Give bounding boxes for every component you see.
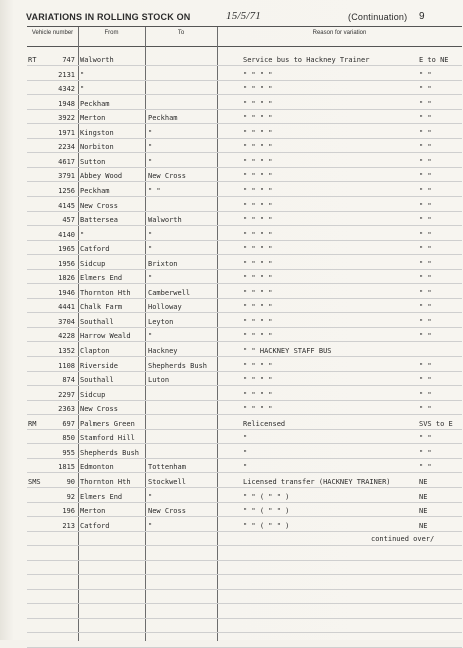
cell-num: 4228 (58, 332, 75, 341)
cell-reason: " " " " (243, 70, 273, 79)
cell-reason: " " " " (243, 114, 273, 123)
cell-end: " " (419, 172, 432, 181)
cell-reason: " (243, 434, 248, 443)
cell-from: Sutton (80, 157, 106, 166)
cell-to: " (148, 245, 153, 254)
cell-to: Leyton (148, 317, 174, 326)
cell-num: 874 (62, 376, 75, 385)
cell-from: New Cross (80, 201, 118, 210)
cell-reason: " " " " (243, 274, 273, 283)
rule-line (27, 502, 462, 503)
cell-to: Peckham (148, 114, 178, 123)
cell-from: Southall (80, 376, 114, 385)
rule-line (27, 283, 462, 284)
cell-reason: " " ( " " ) (243, 492, 290, 501)
cell-reason: " " " " (243, 186, 273, 195)
cell-to: " (148, 230, 153, 239)
cell-num: 1826 (58, 274, 75, 283)
cell-to: Stockwell (148, 477, 186, 486)
cell-end: " " (419, 448, 432, 457)
cell-from: Sidcup (80, 259, 106, 268)
cell-from: Harrow Weald (80, 332, 131, 341)
cell-from: Southall (80, 317, 114, 326)
cell-num: 4140 (58, 230, 75, 239)
rule-line (27, 240, 462, 241)
cell-end: " " (419, 85, 432, 94)
cell-from: Merton (80, 507, 106, 516)
cell-reason: " " " " (243, 216, 273, 225)
rule-line (27, 516, 462, 517)
cell-to: " " (148, 186, 161, 195)
cell-from: Peckham (80, 186, 110, 195)
cell-end: " " (419, 201, 432, 210)
page-header (26, 10, 433, 26)
variation-table (27, 26, 462, 641)
cell-reason: " " " " (243, 172, 273, 181)
cell-end: " " (419, 317, 432, 326)
cell-end: " " (419, 70, 432, 79)
cell-reason: " " " " (243, 157, 273, 166)
cell-end: E to NE (419, 56, 449, 64)
cell-reason: " " " " (243, 390, 273, 399)
cell-reason: Service bus to Hackney Trainer (243, 56, 370, 64)
cell-from: Catford (80, 521, 110, 530)
cell-from: Kingston (80, 128, 114, 137)
cell-to: Holloway (148, 303, 182, 312)
cell-to: " (148, 521, 153, 530)
cell-reason: " " " " (243, 259, 273, 268)
cell-end: NE (419, 521, 428, 530)
cell-end: SVS to E (419, 419, 453, 428)
cell-from: " (80, 230, 85, 239)
cell-reason: " " " " (243, 99, 273, 108)
cell-num: 213 (62, 521, 75, 530)
cell-to: Luton (148, 376, 170, 385)
cell-end: " " (419, 288, 432, 297)
rule-line (27, 327, 462, 328)
cell-from: Catford (80, 245, 110, 254)
cell-to: " (148, 143, 153, 152)
cell-end: " " (419, 216, 432, 225)
cell-end: " " (419, 99, 432, 108)
cell-num: 2234 (58, 143, 75, 152)
cell-reason: " " " " (243, 128, 273, 137)
rule-line (27, 80, 462, 81)
rule-line (27, 429, 462, 430)
col-header-from: From (78, 27, 145, 47)
cell-reason: " " " " (243, 201, 273, 210)
cell-to: Hackney (148, 347, 178, 355)
rule-line (27, 211, 462, 212)
cell-reason: " " " " (243, 317, 273, 326)
cell-from: " (80, 85, 85, 94)
cell-to: " (148, 128, 153, 137)
cell-end: " " (419, 230, 432, 239)
cell-end: " " (419, 259, 432, 268)
cell-from: Sidcup (80, 390, 106, 399)
rule-line (27, 400, 462, 401)
cell-num: 1352 (58, 347, 75, 355)
cell-end: " " (419, 245, 432, 254)
cell-reason: " " " " (243, 361, 273, 370)
cell-from: Battersea (80, 216, 118, 225)
cell-num: 90 (66, 477, 75, 486)
cell-to: Walworth (148, 216, 182, 225)
cell-reason: " " ( " " ) (243, 521, 290, 530)
cell-num: 457 (62, 216, 75, 225)
cell-to: New Cross (148, 172, 186, 181)
rule-line (27, 574, 462, 575)
cell-reason: Relicensed (243, 419, 286, 428)
cell-reason: " " " " (243, 376, 273, 385)
rule-line (27, 472, 462, 473)
cell-end: " " (419, 128, 432, 137)
cell-num: 3922 (58, 114, 75, 123)
cell-reason: " " " " (243, 230, 273, 239)
cell-reason: Licensed transfer (HACKNEY TRAINER) (243, 477, 391, 486)
cell-num: 2131 (58, 70, 75, 79)
rule-line (27, 298, 462, 299)
rule-line (27, 167, 462, 168)
rule-line (27, 138, 462, 139)
cell-reason: " " " " (243, 405, 273, 414)
rule-line (27, 589, 462, 590)
cell-from: Abbey Wood (80, 172, 123, 181)
cell-from: Walworth (80, 56, 114, 64)
cell-from: Shepherds Bush (80, 448, 140, 457)
cell-num: 4617 (58, 157, 75, 166)
cell-end: " " (419, 186, 432, 195)
cell-to: " (148, 332, 153, 341)
rule-line (27, 65, 462, 66)
cell-reason: " " " " (243, 245, 273, 254)
cell-end: " " (419, 157, 432, 166)
rule-line (27, 269, 462, 270)
cell-from: Elmers End (80, 274, 123, 283)
cell-reason: " " " " (243, 85, 273, 94)
cell-to: " (148, 274, 153, 283)
cell-num: 747 (62, 56, 75, 64)
cell-to: New Cross (148, 507, 186, 516)
cell-end: " " (419, 303, 432, 312)
cell-from: Stamford Hill (80, 434, 135, 443)
cell-num: 3704 (58, 317, 75, 326)
cell-from: Elmers End (80, 492, 123, 501)
cell-from: Peckham (80, 99, 110, 108)
col-header-vehicle: Vehicle number (27, 27, 78, 47)
rule-line (27, 356, 462, 357)
cell-num: 196 (62, 507, 75, 516)
rule-line (27, 603, 462, 604)
rule-line (27, 312, 462, 313)
rule-line (27, 487, 462, 488)
rule-line (27, 152, 462, 153)
header-date: 15/5/71 (226, 10, 262, 22)
cell-num: 1946 (58, 288, 75, 297)
rule-line (27, 123, 462, 124)
cell-num: 1108 (58, 361, 75, 370)
cell-to: Brixton (148, 259, 178, 268)
cell-end: " " (419, 114, 432, 123)
cell-end: " " (419, 390, 432, 399)
cell-num: 697 (62, 419, 75, 428)
cell-num: 4145 (58, 201, 75, 210)
continued-note: continued over/ (371, 535, 435, 544)
cell-reason: " (243, 448, 248, 457)
rule-line (27, 225, 462, 226)
cell-num: 92 (66, 492, 75, 501)
cell-from: Norbiton (80, 143, 114, 152)
cell-reason: " (243, 463, 248, 472)
rule-line (27, 254, 462, 255)
rule-line (27, 371, 462, 372)
cell-end: NE (419, 507, 428, 516)
cell-end: " " (419, 274, 432, 283)
cell-from: Chalk Farm (80, 303, 123, 312)
cell-end: " " (419, 332, 432, 341)
rule-line (27, 181, 462, 182)
cell-num: 2363 (58, 405, 75, 414)
col-header-to: To (145, 27, 217, 47)
cell-num: 1956 (58, 259, 75, 268)
cell-from: Thornton Hth (80, 477, 131, 486)
cell-to: Camberwell (148, 288, 191, 297)
cell-reason: " " " " (243, 143, 273, 152)
rule-line (27, 458, 462, 459)
rule-line (27, 632, 462, 633)
cell-to: " (148, 492, 153, 501)
rule-line (27, 196, 462, 197)
rule-line (27, 560, 462, 561)
cell-num: 4441 (58, 303, 75, 312)
page-number: 9 (419, 11, 425, 22)
rule-line (27, 618, 462, 619)
cell-from: Merton (80, 114, 106, 123)
cell-reason: " " " " (243, 303, 273, 312)
cell-num: 2297 (58, 390, 75, 399)
cell-end: " " (419, 463, 432, 472)
col-header-reason: Reason for variation (217, 27, 462, 47)
rule-line (27, 109, 462, 110)
rule-line (27, 545, 462, 546)
cell-end: " " (419, 376, 432, 385)
cell-end: " " (419, 361, 432, 370)
cell-reason: " " " " (243, 332, 273, 341)
rule-line (27, 443, 462, 444)
cell-to: " (148, 157, 153, 166)
cell-from: " (80, 70, 85, 79)
cell-end: NE (419, 492, 428, 501)
cell-from: Riverside (80, 361, 118, 370)
cell-from: Edmonton (80, 463, 114, 472)
cell-cls: RT (28, 56, 37, 64)
cell-num: 850 (62, 434, 75, 443)
cell-reason: " " " " (243, 288, 273, 297)
cell-end: " " (419, 434, 432, 443)
cell-cls: SMS (28, 477, 41, 486)
cell-num: 955 (62, 448, 75, 457)
cell-to: Shepherds Bush (148, 361, 208, 370)
cell-num: 1256 (58, 186, 75, 195)
cell-num: 4342 (58, 85, 75, 94)
rule-line (27, 385, 462, 386)
cell-reason: " " HACKNEY STAFF BUS (243, 347, 332, 355)
rule-line (27, 414, 462, 415)
cell-cls: RM (28, 419, 37, 428)
cell-num: 1815 (58, 463, 75, 472)
page-title: VARIATIONS IN ROLLING STOCK ON (26, 12, 191, 22)
cell-num: 3791 (58, 172, 75, 181)
continuation-label: (Continuation) (348, 12, 408, 22)
cell-num: 1971 (58, 128, 75, 137)
cell-from: Palmers Green (80, 419, 135, 428)
rule-line (27, 341, 462, 342)
cell-num: 1965 (58, 245, 75, 254)
cell-end: " " (419, 143, 432, 152)
cell-to: Tottenham (148, 463, 186, 472)
cell-end: NE (419, 477, 428, 486)
rule-line (27, 531, 462, 532)
cell-end: " " (419, 405, 432, 414)
cell-from: New Cross (80, 405, 118, 414)
cell-num: 1948 (58, 99, 75, 108)
cell-from: Clapton (80, 347, 110, 355)
rule-line (27, 94, 462, 95)
cell-reason: " " ( " " ) (243, 507, 290, 516)
cell-from: Thornton Hth (80, 288, 131, 297)
